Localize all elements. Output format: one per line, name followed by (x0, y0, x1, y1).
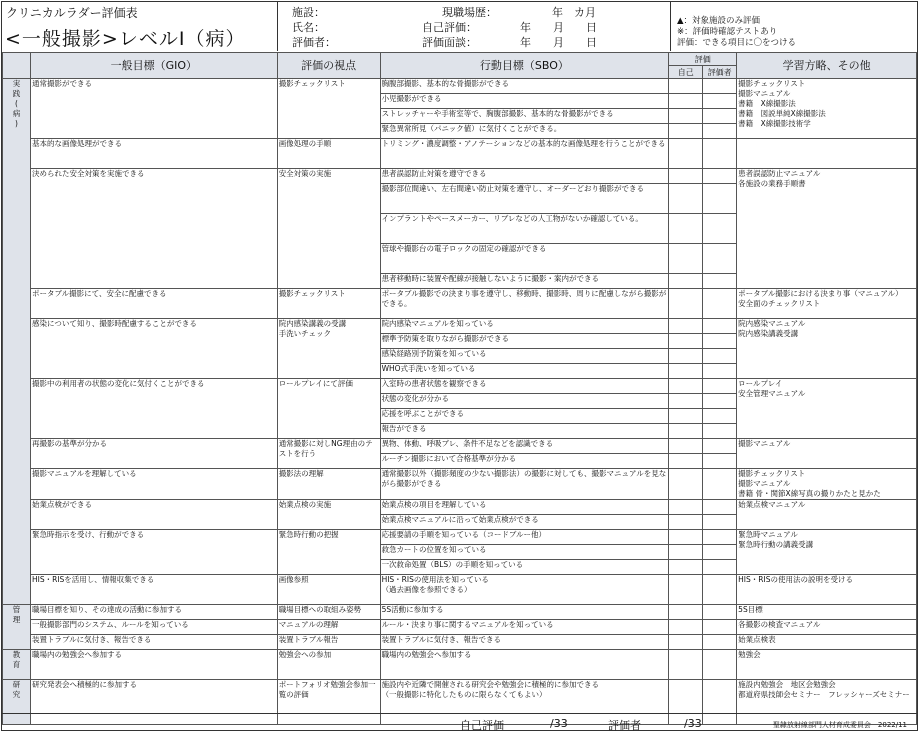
viewpoint-cell: 職場目標への取組み姿勢 (277, 605, 380, 620)
evaluator-eval-cell[interactable] (703, 379, 737, 394)
gio-cell: ポータブル撮影にて、安全に配慮できる (30, 289, 277, 319)
strategy-cell: 勉強会 (737, 650, 917, 680)
evaluator-eval-cell[interactable] (703, 560, 737, 575)
self-eval-header: 自己 (669, 66, 703, 79)
gio-cell: 通常撮影ができる (30, 79, 277, 139)
strategy-cell: HIS・RISの使用法の説明を受ける (737, 575, 917, 605)
evaluator-eval-cell[interactable] (703, 334, 737, 349)
sbo-cell: 装置トラブルに気付き、報告できる (380, 635, 669, 650)
gio-cell: 一般撮影部門のシステム、ルールを知っている (30, 620, 277, 635)
interview-date-label: 評価面談： (422, 36, 477, 49)
evaluator-eval-cell[interactable] (703, 244, 737, 274)
self-eval-cell[interactable] (669, 334, 703, 349)
category-label: 教 育 (12, 650, 21, 669)
viewpoint-cell: 撮影法の理解 (277, 469, 380, 500)
evaluator-eval-cell[interactable] (703, 424, 737, 439)
sbo-cell: 患者移動時に装置や配線が接触しないように撮影・案内ができる (380, 274, 669, 289)
sbo-cell: 職場内の勉強会へ参加する (380, 650, 669, 680)
sbo-cell: 入室時の患者状態を観察できる (380, 379, 669, 394)
viewpoint-cell: 院内感染講義の受講 手洗いチェック (277, 319, 380, 379)
sbo-cell: 管球や撮影台の電子ロックの固定の確認ができる (380, 244, 669, 274)
evaluator-eval-cell[interactable] (703, 214, 737, 244)
self-eval-cell[interactable] (669, 289, 703, 319)
sbo-cell: 始業点検の項目を理解している (380, 500, 669, 515)
sbo-cell: WHO式手洗いを知っている (380, 364, 669, 379)
self-eval-cell[interactable] (669, 379, 703, 394)
sbo-cell: ルール・決まり事に関するマニュアルを知っている (380, 620, 669, 635)
strategy-cell: 撮影マニュアル (737, 439, 917, 469)
sbo-cell: 始業点検マニュアルに沿って始業点検ができる (380, 515, 669, 530)
category-cell (3, 650, 31, 680)
strategy-cell: 院内感染マニュアル 院内感染講義受講 (737, 319, 917, 379)
gio-cell: 始業点検ができる (30, 500, 277, 530)
evaluator-eval-cell[interactable] (703, 349, 737, 364)
sheet-footer (2, 713, 917, 733)
evaluator-total-label: 評価者 (608, 719, 641, 732)
strategy-cell: 各撮影の検査マニュアル (737, 620, 917, 635)
category-label: 実 践 ( 病 ) (12, 79, 21, 128)
evaluator-eval-header: 評価者 (703, 66, 737, 79)
evaluator-eval-cell[interactable] (703, 605, 737, 620)
evaluator-eval-cell[interactable] (703, 79, 737, 94)
legend (677, 16, 796, 49)
gio-cell: HIS・RISを活用し、情報収集できる (30, 575, 277, 605)
sbo-cell: ストレッチャーや手術室等で、胸腹部撮影、基本的な骨撮影ができる (380, 109, 669, 124)
self-eval-cell[interactable] (669, 620, 703, 635)
evaluator-eval-cell[interactable] (703, 409, 737, 424)
gio-header: 一般目標（GIO） (30, 53, 277, 79)
legend-item: ▲：対象施設のみ評価 (677, 16, 761, 26)
evaluator-eval-cell[interactable] (703, 500, 737, 515)
sbo-cell: 撮影部位間違い、左右間違い防止対策を遵守し、オーダーどおり撮影ができる (380, 184, 669, 214)
strategy-cell: 始業点検表 (737, 635, 917, 650)
interview-date: 年 月 日 (520, 36, 597, 49)
strategy-cell: 施設内勉強会 地区会勉強会 都道府県技師会セミナー フレッシャーズセミナー (737, 680, 917, 725)
viewpoint-cell: ロールプレイにて評価 (277, 379, 380, 439)
evaluator-eval-cell[interactable] (703, 169, 737, 184)
viewpoint-cell: 始業点検の実施 (277, 500, 380, 530)
table-row (3, 620, 917, 635)
gio-cell: 感染について知り、撮影時配慮することができる (30, 319, 277, 379)
strategy-cell (737, 139, 917, 169)
evaluator-eval-cell[interactable] (703, 289, 737, 319)
facility-label: 施設： (292, 6, 325, 19)
self-eval-cell[interactable] (669, 560, 703, 575)
sbo-cell: 感染経路別予防策を知っている (380, 349, 669, 364)
sbo-cell: 院内感染マニュアルを知っている (380, 319, 669, 334)
sbo-cell: 応援を呼ぶことができる (380, 409, 669, 424)
strategy-cell: ポータブル撮影における決まり事（マニュアル） 安全面のチェックリスト (737, 289, 917, 319)
sheet-title: クリニカルラダー評価表 (6, 6, 138, 20)
sbo-header: 行動目標（SBO） (380, 53, 669, 79)
evaluation-header: 評価 (669, 53, 737, 66)
self-eval-total: /33 (550, 717, 568, 730)
sbo-cell: ポータブル撮影での決まり事を遵守し、移動時、撮影時、周りに配慮しながら撮影ができる。 (380, 289, 669, 319)
sbo-cell: 応援要請の手順を知っている（コードブルー他） (380, 530, 669, 545)
self-eval-cell[interactable] (669, 635, 703, 650)
evaluator-eval-cell[interactable] (703, 109, 737, 124)
evaluator-eval-cell[interactable] (703, 124, 737, 139)
table-row (3, 605, 917, 620)
category-label: 研 究 (12, 680, 21, 699)
viewpoint-cell: マニュアルの理解 (277, 620, 380, 635)
evaluator-eval-cell[interactable] (703, 364, 737, 379)
header-divider (277, 2, 278, 51)
table-row (3, 530, 917, 545)
table-row (3, 319, 917, 334)
sbo-cell: トリミング・濃度調整・アノテーションなどの基本的な画像処理を行うことができる (380, 139, 669, 169)
self-eval-cell[interactable] (669, 409, 703, 424)
self-eval-cell[interactable] (669, 605, 703, 620)
strategy-header: 学習方略、その他 (737, 53, 917, 79)
viewpoint-header: 評価の視点 (277, 53, 380, 79)
self-eval-cell[interactable] (669, 424, 703, 439)
self-eval-cell[interactable] (669, 500, 703, 515)
self-eval-cell[interactable] (669, 214, 703, 244)
self-eval-cell[interactable] (669, 79, 703, 94)
self-eval-cell[interactable] (669, 530, 703, 545)
evaluator-eval-cell[interactable] (703, 515, 737, 530)
self-eval-cell[interactable] (669, 575, 703, 605)
table-row (3, 650, 917, 680)
self-eval-date-label: 自己評価： (422, 21, 477, 34)
self-eval-cell[interactable] (669, 364, 703, 379)
self-eval-cell[interactable] (669, 454, 703, 469)
category-cell (3, 605, 31, 650)
self-eval-cell[interactable] (669, 139, 703, 169)
header-blank (3, 53, 31, 79)
evaluator-eval-cell[interactable] (703, 469, 737, 500)
strategy-cell: 緊急時マニュアル 緊急時行動の講義受講 (737, 530, 917, 575)
evaluator-eval-cell[interactable] (703, 439, 737, 454)
evaluator-eval-cell[interactable] (703, 635, 737, 650)
viewpoint-cell: 装置トラブル報告 (277, 635, 380, 650)
table-row (3, 635, 917, 650)
strategy-cell: ロールプレイ 安全管理マニュアル (737, 379, 917, 439)
header-divider (670, 2, 671, 51)
experience-unit: 年 カ月 (552, 6, 596, 19)
evaluator-eval-cell[interactable] (703, 650, 737, 680)
evaluator-eval-cell[interactable] (703, 394, 737, 409)
gio-cell: 職場内の勉強会へ参加する (30, 650, 277, 680)
category-cell (3, 79, 31, 605)
viewpoint-cell: 画像処理の手順 (277, 139, 380, 169)
self-eval-cell[interactable] (669, 274, 703, 289)
sbo-cell: 報告ができる (380, 424, 669, 439)
self-eval-date: 年 月 日 (520, 21, 597, 34)
self-eval-cell[interactable] (669, 515, 703, 530)
sbo-cell: 一次救命処置（BLS）の手順を知っている (380, 560, 669, 575)
evaluator-eval-cell[interactable] (703, 274, 737, 289)
gio-cell: 撮影マニュアルを理解している (30, 469, 277, 500)
evaluation-sheet (1, 1, 918, 731)
sbo-cell: 胸腹部撮影、基本的な骨撮影ができる (380, 79, 669, 94)
gio-cell: 装置トラブルに気付き、報告できる (30, 635, 277, 650)
sbo-cell: 異物、体動、呼吸ブレ、条件不足などを認識できる (380, 439, 669, 454)
evaluator-eval-cell[interactable] (703, 94, 737, 109)
self-eval-cell[interactable] (669, 94, 703, 109)
viewpoint-cell: 画像参照 (277, 575, 380, 605)
self-eval-cell[interactable] (669, 650, 703, 680)
evaluator-total: /33 (684, 717, 702, 730)
table-row (3, 79, 917, 94)
table-row (3, 379, 917, 394)
table-row (3, 500, 917, 515)
table-row (3, 439, 917, 454)
table-row (3, 469, 917, 500)
sbo-cell: HIS・RISの使用法を知っている （過去画像を参照できる） (380, 575, 669, 605)
sbo-cell: 状態の変化が分かる (380, 394, 669, 409)
viewpoint-cell: 撮影チェックリスト (277, 289, 380, 319)
gio-cell: 研究発表会へ積極的に参加する (30, 680, 277, 725)
self-eval-cell[interactable] (669, 319, 703, 334)
sbo-cell: ルーチン撮影において合格基準が分かる (380, 454, 669, 469)
viewpoint-cell: 勉強会への参加 (277, 650, 380, 680)
sbo-cell: 通常撮影以外（撮影頻度の少ない撮影法）の撮影に対しても、撮影マニュアルを見ながら撮影ができる (380, 469, 669, 500)
level-title: <一般撮影>レベルⅠ（病） (5, 28, 246, 50)
self-eval-cell[interactable] (669, 469, 703, 500)
viewpoint-cell: 安全対策の実施 (277, 169, 380, 289)
evaluator-eval-cell[interactable] (703, 530, 737, 545)
evaluator-label: 評価者： (292, 36, 336, 49)
evaluator-eval-cell[interactable] (703, 575, 737, 605)
evaluator-eval-cell[interactable] (703, 620, 737, 635)
self-eval-cell[interactable] (669, 169, 703, 184)
table-row (3, 289, 917, 319)
evaluator-eval-cell[interactable] (703, 319, 737, 334)
sbo-cell: 患者誤認防止対策を遵守できる (380, 169, 669, 184)
table-row (3, 575, 917, 605)
viewpoint-cell: 緊急時行動の把握 (277, 530, 380, 575)
gio-cell: 緊急時指示を受け、行動ができる (30, 530, 277, 575)
gio-cell: 再撮影の基準が分かる (30, 439, 277, 469)
gio-cell: 決められた安全対策を実施できる (30, 169, 277, 289)
sbo-cell: 5S活動に参加する (380, 605, 669, 620)
self-eval-cell[interactable] (669, 439, 703, 454)
self-eval-total-label: 自己評価 (460, 719, 504, 732)
table-row (3, 169, 917, 184)
sbo-cell: 標準予防策を取りながら撮影ができる (380, 334, 669, 349)
sbo-cell: 緊急異常所見（パニック値）に気付くことができる。 (380, 124, 669, 139)
evaluator-eval-cell[interactable] (703, 184, 737, 214)
sbo-cell: 施設内や近隣で開催される研究会や勉強会に積極的に参加できる （一般撮影に特化したものに限らなくてもよい） (380, 680, 669, 725)
self-eval-cell[interactable] (669, 545, 703, 560)
strategy-cell: 撮影チェックリスト 撮影マニュアル 書籍 骨・関節X線写真の撮りかたと見かた (737, 469, 917, 500)
experience-label: 現職場歴： (442, 6, 497, 19)
self-eval-cell[interactable] (669, 349, 703, 364)
strategy-cell: 撮影チェックリスト 撮影マニュアル 書籍 X線撮影法 書籍 図説単純X線撮影法 書籍 X線撮影技術学 (737, 79, 917, 139)
viewpoint-cell: 通常撮影に対しNG理由のテストを行う (277, 439, 380, 469)
gio-cell: 職場目標を知り、その達成の活動に参加する (30, 605, 277, 620)
evaluator-eval-cell[interactable] (703, 545, 737, 560)
viewpoint-cell: 撮影チェックリスト (277, 79, 380, 139)
gio-cell: 基本的な画像処理ができる (30, 139, 277, 169)
name-label: 氏名： (292, 21, 325, 34)
self-eval-cell[interactable] (669, 109, 703, 124)
self-eval-cell[interactable] (669, 244, 703, 274)
evaluator-eval-cell[interactable] (703, 454, 737, 469)
self-eval-cell[interactable] (669, 184, 703, 214)
sbo-cell: インプラントやペースメーカー、リブレなどの人工物がないか確認している。 (380, 214, 669, 244)
sbo-cell: 救急カートの位置を知っている (380, 545, 669, 560)
category-label: 管 理 (12, 605, 21, 624)
legend-item: 評価：できる項目に〇をつける (677, 38, 797, 48)
viewpoint-cell: ポートフォリオ勉強会参加一覧の評価 (277, 680, 380, 725)
strategy-cell: 患者誤認防止マニュアル 各施設の業務手順書 (737, 169, 917, 289)
sheet-header (2, 2, 917, 53)
self-eval-cell[interactable] (669, 394, 703, 409)
evaluation-table (2, 52, 917, 725)
sbo-cell: 小児撮影ができる (380, 94, 669, 109)
strategy-cell: 5S目標 (737, 605, 917, 620)
evaluator-eval-cell[interactable] (703, 139, 737, 169)
gio-cell: 撮影中の利用者の状態の変化に気付くことができる (30, 379, 277, 439)
committee-signature: 聖隷放射線部門人材育成委員会 2022/11 (772, 721, 907, 729)
self-eval-cell[interactable] (669, 124, 703, 139)
strategy-cell: 始業点検マニュアル (737, 500, 917, 530)
table-row (3, 139, 917, 169)
legend-item: ※：評価時確認テストあり (677, 27, 778, 37)
